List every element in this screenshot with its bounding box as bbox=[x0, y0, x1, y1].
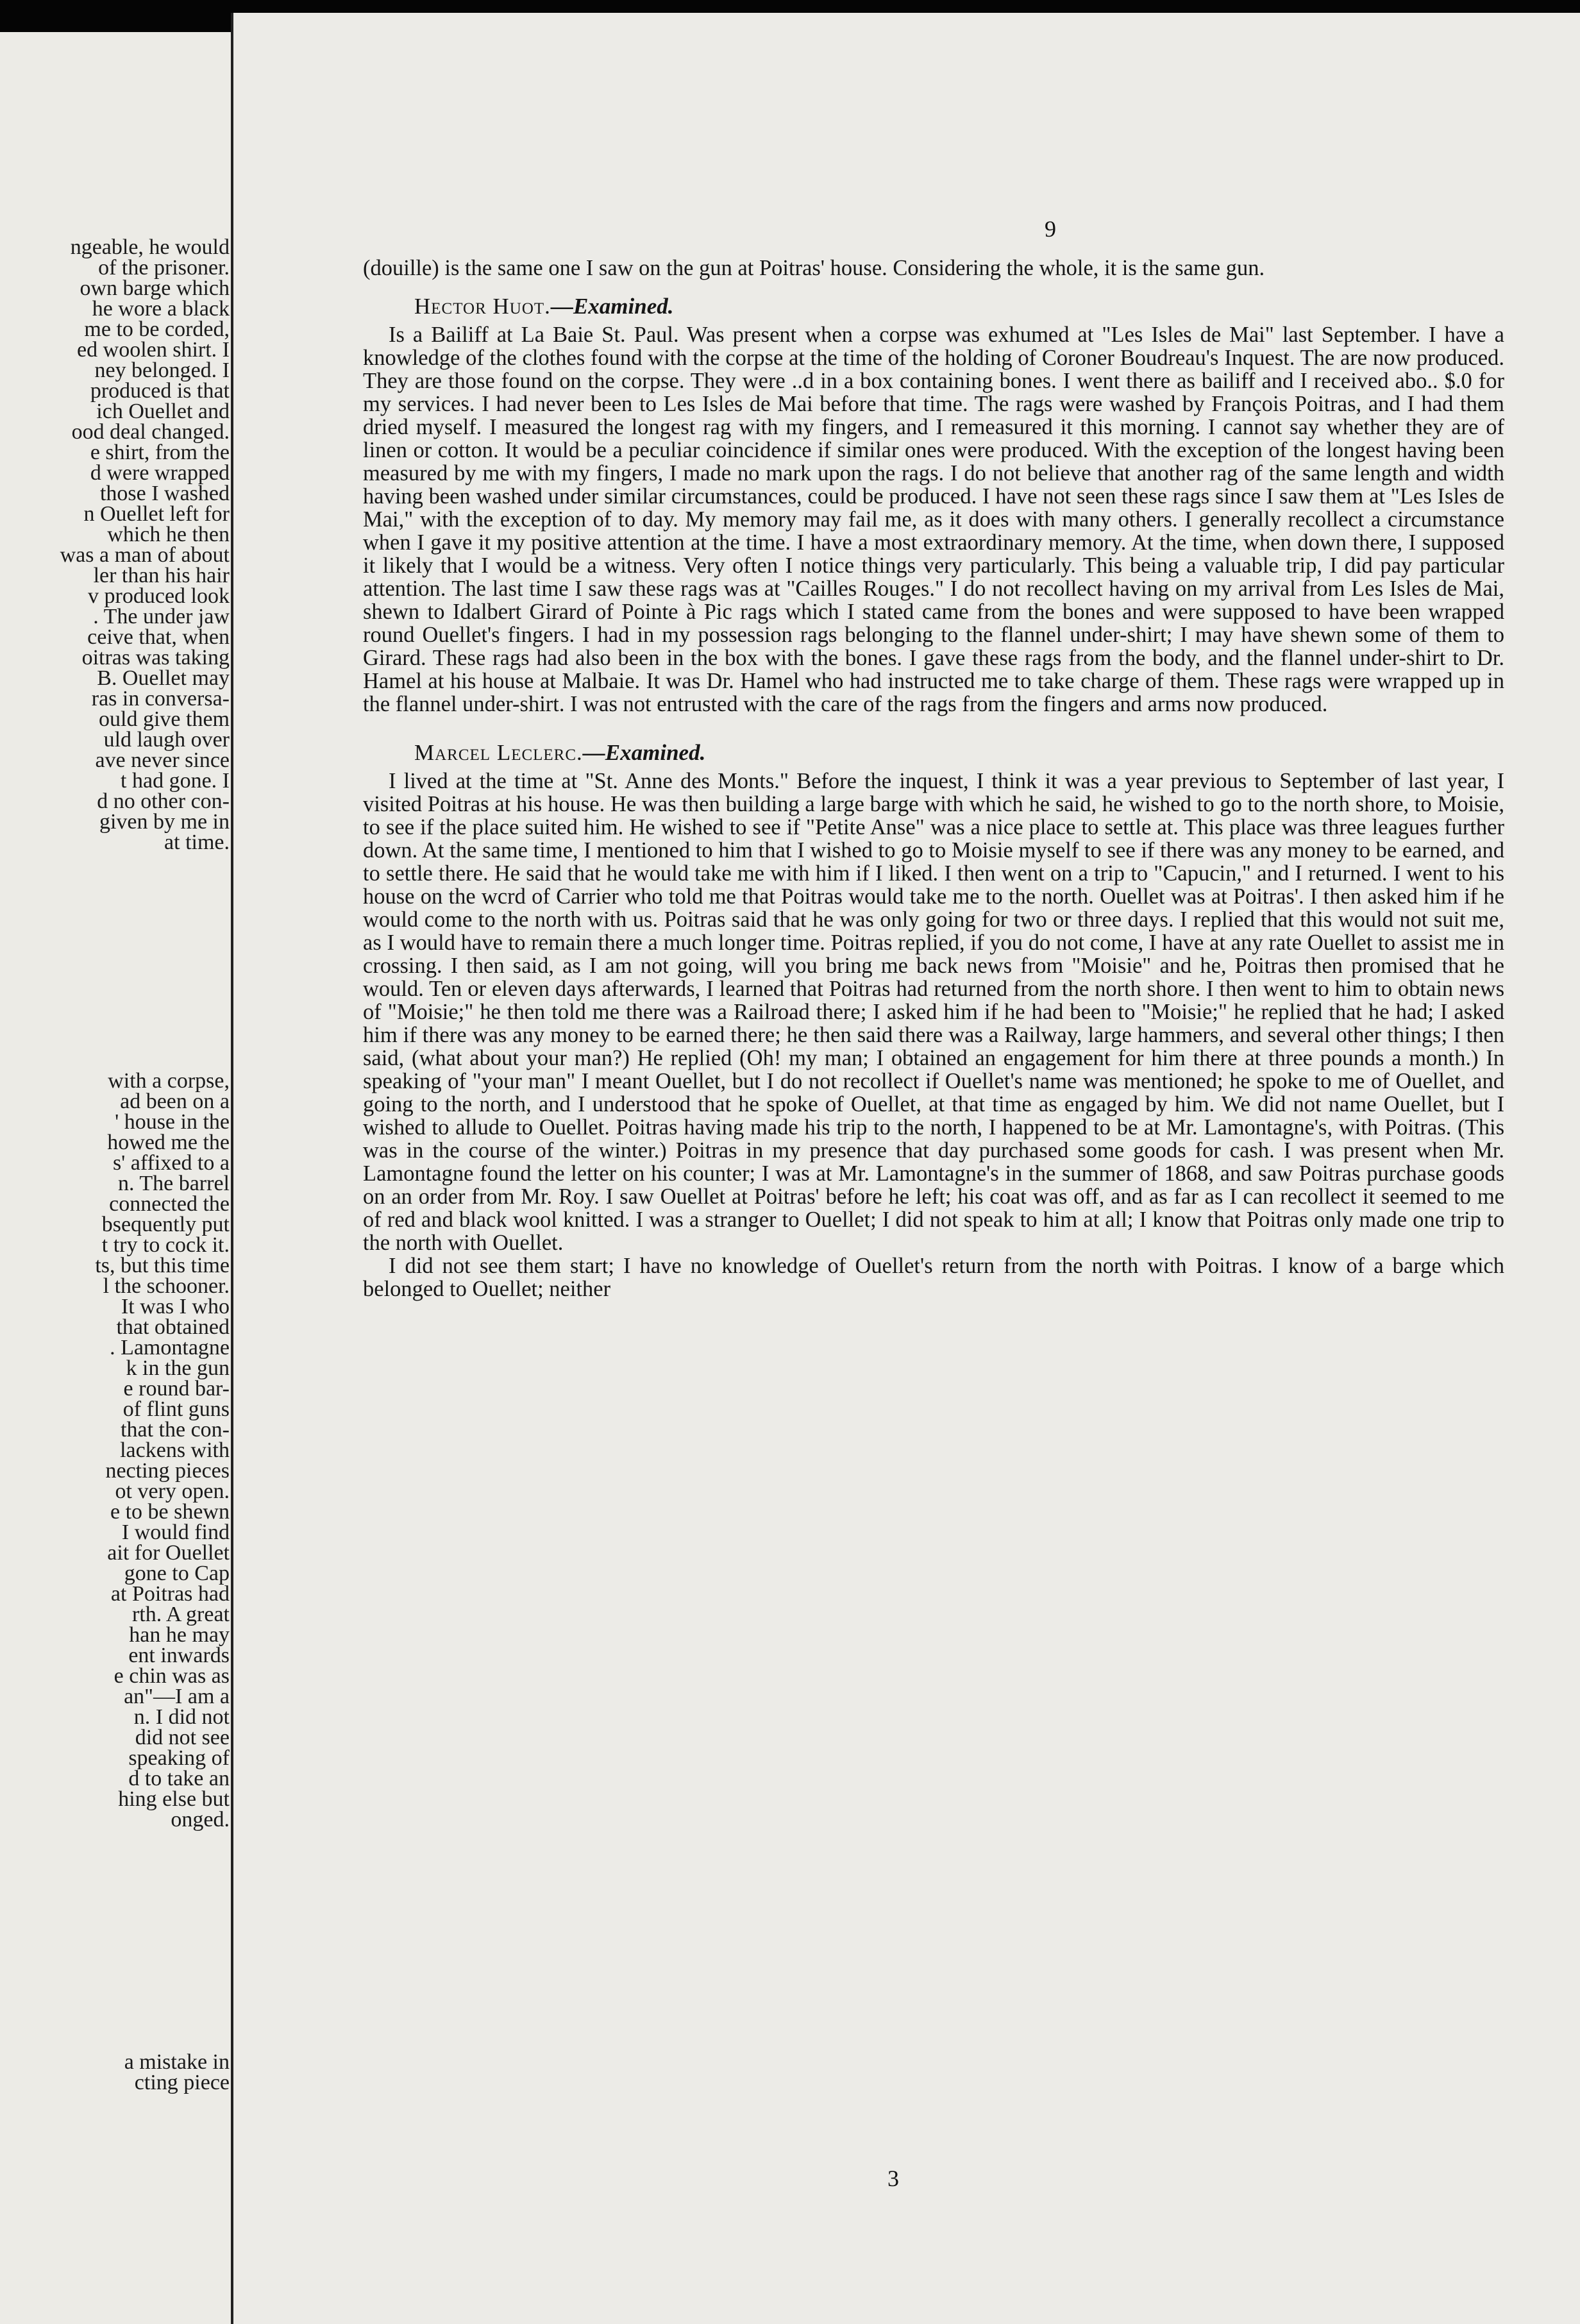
left-page-line: e chin was as bbox=[113, 1664, 230, 1688]
left-page-line: ave never since bbox=[95, 748, 230, 772]
left-page-line: cting piece bbox=[134, 2071, 230, 2094]
left-page-line: hing else but bbox=[118, 1787, 230, 1811]
left-page-line: given by me in bbox=[99, 810, 230, 834]
testimony-marcel-leclerc: I lived at the time at "St. Anne des Monts." Before the inquest, I think it was a year previous to September of last year, I visited Poitras at his house. He was then building a large barge with which he said, he wished to go to the north shore, to Moisie, to see if the place suited him. He wished to see if "Petite Anse" was a nice place to settle at. This place was three leagues further down. At the same time, I mentioned to him that I wished to go to Moisie myself to see if there was any money to be earned, and to settle there. He said that he would take me with him if I liked. I then went on a trip to "Capucin," and I returned. I went to his house on the wcrd of Carrier who told me that Poitras would take me to the north. Ouellet was at Poitras'. I then asked him if he would come to the north with us. Poitras said that he was only going for two or three days. I replied that this would not suit me, as I would have to remain there a much longer time. Poitras replied, if you do not come, I have at any rate Ouellet to assist me in crossing. I then said, as I am not going, will you bring me back news from "Moisie" and he, Poitras then promised that he would. Ten or eleven days afterwards, I learned that Poitras had returned from the north shore. I then went to him to obtain news of "Moisie;" he then told me there was a Railroad there; I asked him if he had been to "Moisie;" he replied that he had; I asked him if there was any money to be earned there; he then said there was a Railway, large hammers, and several other things; I then said, (what about your man?) He replied (Oh! my man; I obtained an engagement for him there at three pounds a month.) In speaking of "your man" I meant Ouellet, but I do not recollect if Ouellet's name was mentioned; he spoke to me of Ouellet, and going to the north, and I understood that he spoke of Ouellet, at that time as engaged by him. We did not name Ouellet, but I wished to allude to Ouellet. Poitras having made his trip to the north, I happened to be at Mr. Lamontagne's, with Poitras. (This was in the course of the winter.) Poitras in my presence that day purchased some goods for cash. I was present when Mr. Lamontagne found the letter on his counter; I was at Mr. Lamontagne's in the summer of 1868, and saw Poitras purchase goods on an order from Mr. Roy. I saw Ouellet at Poitras' before he left; his coat was off, and as far as I can recollect it seemed to me of red and black wool knitted. I was a stranger to Ouellet; I did not speak to him at all; I know that Poitras only made one trip to the north with Ouellet. bbox=[363, 769, 1504, 1255]
left-page-line: ler than his hair bbox=[93, 564, 230, 587]
left-page-line: I would find bbox=[121, 1520, 230, 1544]
left-page-line: a mistake in bbox=[124, 2050, 230, 2074]
left-page-line: ras in conversa- bbox=[91, 687, 230, 711]
left-page-line: l the schooner. bbox=[103, 1274, 230, 1298]
left-page-line: t try to cock it. bbox=[101, 1233, 230, 1257]
left-page-line: n. The barrel bbox=[117, 1172, 230, 1195]
testimony-marcel-leclerc-continued: I did not see them start; I have no knowledge of Ouellet's return from the north with Poitras. I know of a barge which belonged to Ouellet; neither bbox=[363, 1254, 1504, 1301]
left-page-line: at Poitras had bbox=[110, 1582, 230, 1606]
left-page-line: e to be shewn bbox=[110, 1500, 230, 1524]
witness-name: Hector Huot. bbox=[414, 294, 551, 319]
left-page-line: B. Ouellet may bbox=[97, 666, 230, 690]
left-page-line: ts, but this time bbox=[95, 1254, 230, 1277]
left-page-line: connected the bbox=[109, 1192, 230, 1216]
left-page-line: me to be corded, bbox=[84, 317, 230, 341]
section-heading-hector-huot bbox=[414, 295, 1504, 318]
examined-label: —Examined. bbox=[582, 740, 706, 765]
left-page-line: ould give them bbox=[99, 707, 230, 731]
left-page-line: speaking of bbox=[128, 1746, 230, 1770]
left-page-line: he wore a black bbox=[92, 297, 230, 321]
left-page-line: v produced look bbox=[88, 584, 230, 608]
left-page-line: e shirt, from the bbox=[90, 441, 230, 464]
left-page-line: rth. A great bbox=[131, 1603, 230, 1626]
left-page-line: han he may bbox=[129, 1623, 230, 1647]
left-page-line: at time. bbox=[164, 830, 230, 854]
left-page-line: of flint guns bbox=[122, 1397, 230, 1421]
left-page-line: ich Ouellet and bbox=[96, 400, 230, 423]
page-number: 9 bbox=[1045, 216, 1056, 242]
page-body bbox=[363, 199, 1504, 1301]
left-page-line: ot very open. bbox=[115, 1479, 230, 1503]
left-page-line: d were wrapped bbox=[90, 461, 230, 485]
left-page-line: that the con- bbox=[121, 1418, 230, 1442]
left-page-line: e round bar- bbox=[123, 1377, 230, 1401]
left-page-line: It was I who bbox=[121, 1295, 230, 1318]
left-page-line: onged. bbox=[171, 1808, 230, 1831]
left-page-line: did not see bbox=[135, 1726, 230, 1749]
left-page-line: an"—I am a bbox=[124, 1685, 230, 1708]
left-page-line: ent inwards bbox=[128, 1644, 230, 1667]
left-page-line: necting pieces bbox=[105, 1459, 230, 1483]
left-page-line: n Ouellet left for bbox=[83, 502, 230, 526]
left-page-line: those I washed bbox=[99, 482, 230, 505]
left-page-line: n. I did not bbox=[133, 1705, 230, 1729]
left-page-line: lackens with bbox=[120, 1438, 230, 1462]
right-page bbox=[231, 13, 1580, 2324]
left-page-line: bsequently put bbox=[101, 1213, 230, 1236]
left-page-block-3 bbox=[124, 2052, 230, 2093]
left-page-line: of the prisoner. bbox=[98, 256, 230, 280]
left-page-line: ceive that, when bbox=[87, 625, 230, 649]
left-page-line: ood deal changed. bbox=[71, 420, 230, 444]
left-page-line: produced is that bbox=[90, 379, 230, 403]
left-page-line: k in the gun bbox=[126, 1356, 230, 1380]
left-page-line: was a man of about bbox=[60, 543, 230, 567]
testimony-hector-huot: Is a Bailiff at La Baie St. Paul. Was present when a corpse was exhumed at "Les Isles de Mai" last September. I have a knowledge of the clothes found with the corpse at the time of the holding of Coroner Boudreau's Inquest. The are now produced. They are those found on the corpse. They were ..d in a box containing bones. I went there as bailiff and I received abo.. $.0 for my services. I had never been to Les Isles de Mai before that time. The rags were washed by François Poitras, and I had them dried myself. I measured the longest rag with my fingers, and I remeasured it this morning. I cannot say whether they are of linen or cotton. It would be a peculiar coincidence if similar ones were produced. With the exception of the longest having been measured by me with my fingers, I made no mark upon the rags. I do not believe that another rag of the same length and width having been washed under similar circumstances, could be produced. I have not seen these rags since I saw them at "Les Isles de Mai," with the exception of to day. My memory may fail me, as it does with many others. I generally recollect a circumstance when I gave it my positive attention at the time. I have a most extraordinary memory. At the time, when down there, I supposed it likely that I would be a witness. Very often I notice things very particularly. This being a valuable trip, I did pay particular attention. The last time I saw these rags was at "Cailles Rouges." I do not recollect having on my arrival from Les Isles de Mai, shewn to Idalbert Girard of Pointe à Pic rags which I stated came from the bones and were supposed to have been wrapped round Ouellet's fingers. I had in my possession rags belonging to the flannel under-shirt; I may have shewn some of them to Girard. These rags had also been in the box with the bones. I gave these rags from the body, and the flannel under-shirt to Dr. Hamel at his house at Malbaie. It was Dr. Hamel who had instructed me to take charge of them. These rags were wrapped up in the flannel under-shirt. I was not entrusted with the care of the rags from the fingers and arms now produced. bbox=[363, 323, 1504, 716]
left-page-line: t had gone. I bbox=[121, 769, 230, 793]
left-page-line: that obtained bbox=[116, 1315, 230, 1339]
left-page-line: ad been on a bbox=[120, 1090, 230, 1113]
left-page-line: howed me the bbox=[107, 1131, 230, 1154]
left-page-line: ed woolen shirt. I bbox=[77, 338, 230, 362]
left-page-line: oitras was taking bbox=[81, 646, 230, 669]
left-page-line: ' house in the bbox=[115, 1110, 230, 1134]
left-page-line: gone to Cap bbox=[124, 1562, 230, 1585]
left-page-line: s' affixed to a bbox=[112, 1151, 230, 1175]
left-page-line: ait for Ouellet bbox=[107, 1541, 230, 1565]
opening-paragraph: (douille) is the same one I saw on the gun at Poitras' house. Considering the whole, it is the same gun. bbox=[363, 256, 1265, 280]
left-page-line: d to take an bbox=[128, 1767, 230, 1790]
left-page-line: ngeable, he would bbox=[70, 235, 230, 259]
section-heading-marcel-leclerc bbox=[414, 741, 1504, 764]
witness-name: Marcel Leclerc. bbox=[414, 740, 583, 765]
left-page-block-2 bbox=[95, 1071, 230, 1830]
left-page-line: uld laugh over bbox=[103, 728, 230, 752]
left-page-line: . The under jaw bbox=[93, 605, 230, 628]
left-page-line: . Lamontagne bbox=[110, 1336, 230, 1360]
left-page bbox=[0, 32, 242, 2324]
left-page-line: own barge which bbox=[80, 276, 230, 300]
left-page-line: d no other con- bbox=[97, 789, 230, 813]
left-page-line: which he then bbox=[107, 523, 230, 546]
examined-label: —Examined. bbox=[550, 294, 674, 319]
signature-mark: 3 bbox=[887, 2166, 899, 2191]
left-page-line: ney belonged. I bbox=[94, 358, 230, 382]
left-page-block-1 bbox=[60, 237, 230, 853]
left-page-line: with a corpse, bbox=[108, 1069, 230, 1093]
